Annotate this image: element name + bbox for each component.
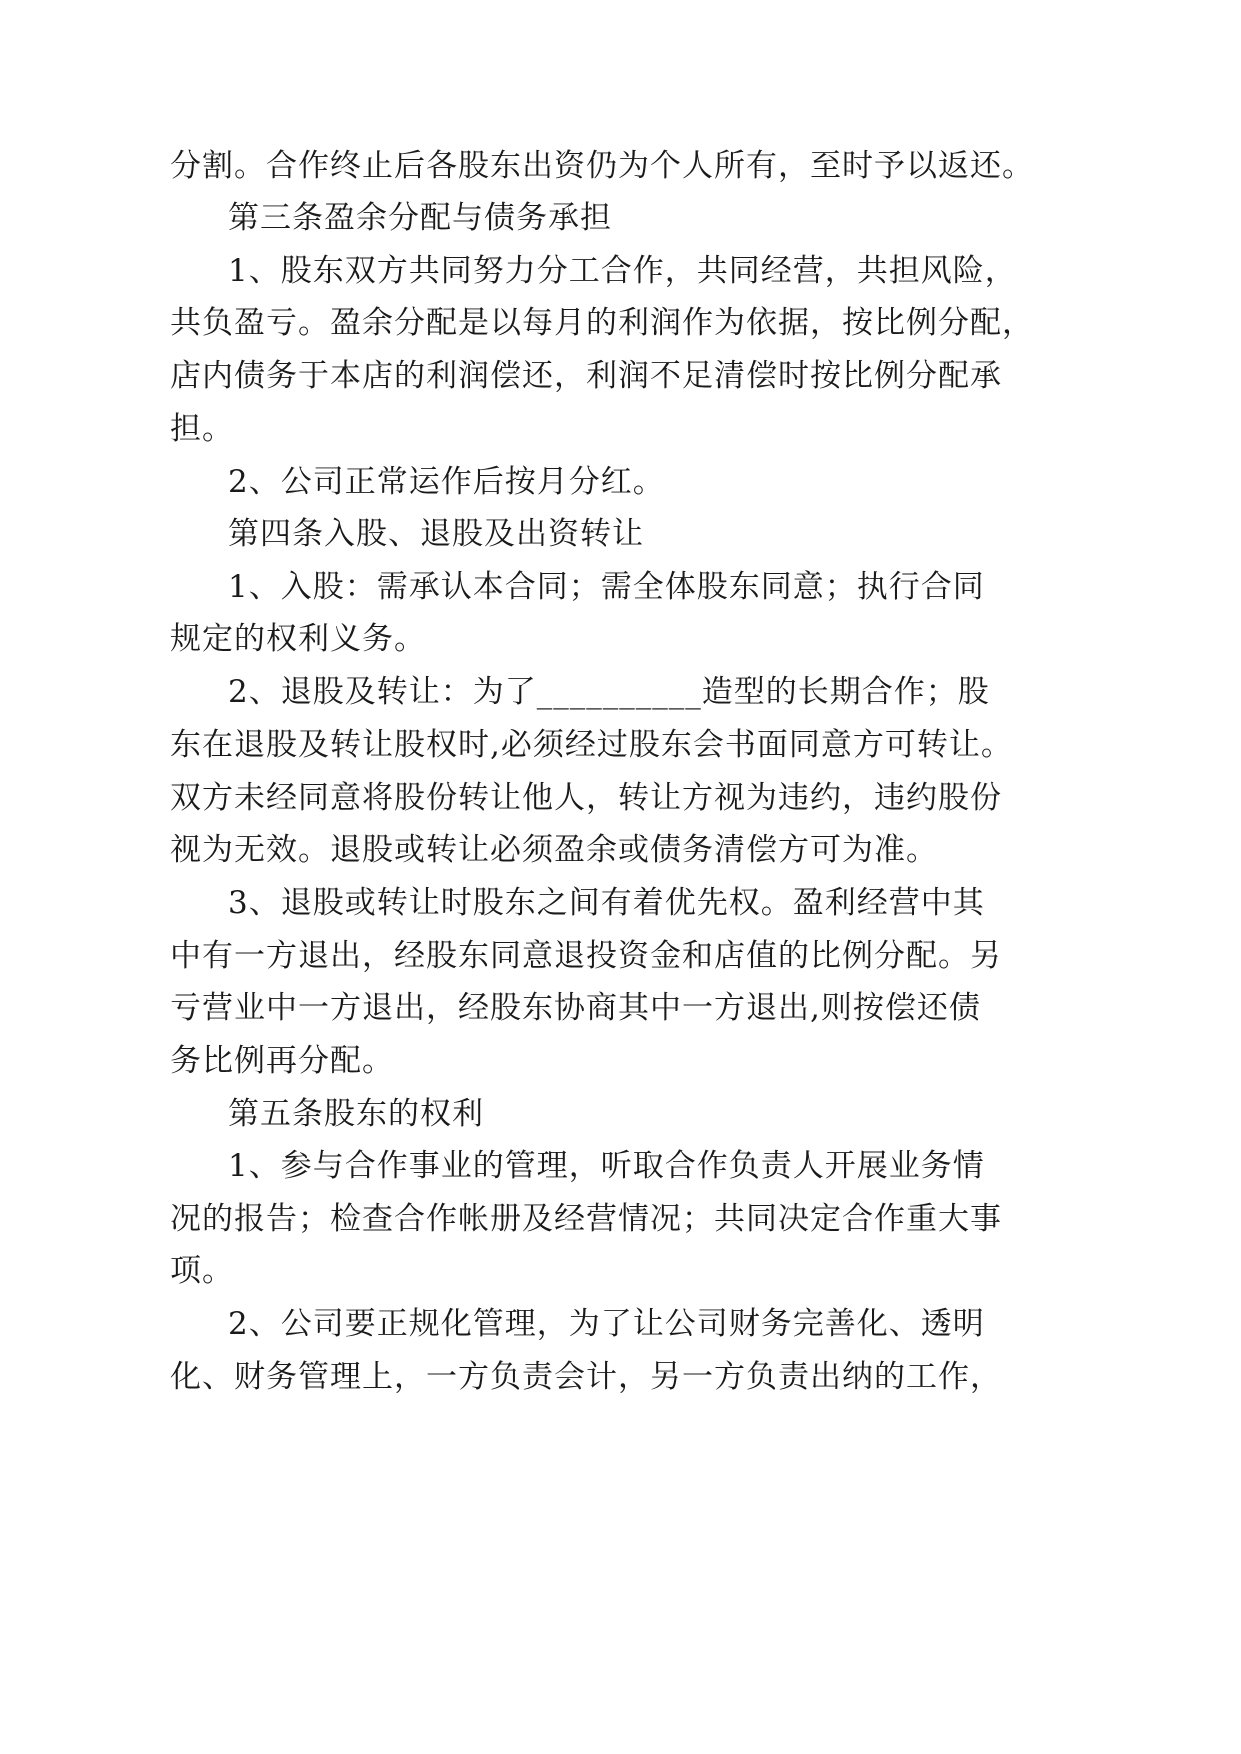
paragraph-line: 规定的权利义务。 [170, 621, 426, 657]
paragraph-line: 2、公司正常运作后按月分红。 [228, 464, 665, 500]
paragraph-line: 分割。合作终止后各股东出资仍为个人所有，至时予以返还。 [170, 148, 1034, 184]
paragraph-line: 3、退股或转让时股东之间有着优先权。盈利经营中其 [228, 885, 985, 921]
section-heading-5: 第五条股东的权利 [228, 1096, 484, 1132]
paragraph-line: 项。 [170, 1253, 234, 1289]
paragraph-line: 视为无效。退股或转让必须盈余或债务清偿方可为准。 [170, 832, 938, 868]
paragraph-line: 况的报告；检查合作帐册及经营情况；共同决定合作重大事 [170, 1201, 1002, 1237]
paragraph-line: 中有一方退出，经股东同意退投资金和店值的比例分配。另 [170, 938, 1002, 974]
paragraph-line: 共负盈亏。盈余分配是以每月的利润作为依据，按比例分配， [170, 305, 1034, 341]
paragraph-line: 店内债务于本店的利润偿还，利润不足清偿时按比例分配承 [170, 358, 1002, 394]
paragraph-line: 化、财务管理上，一方负责会计，另一方负责出纳的工作， [170, 1359, 1002, 1395]
paragraph-line: 1、股东双方共同努力分工合作，共同经营，共担风险， [228, 253, 1017, 289]
section-heading-4: 第四条入股、退股及出资转让 [228, 516, 644, 552]
paragraph-line: 担。 [170, 411, 234, 447]
paragraph-line: 双方未经同意将股份转让他人，转让方视为违约，违约股份 [170, 780, 1002, 816]
section-heading-3: 第三条盈余分配与债务承担 [228, 200, 612, 236]
paragraph-line: 1、参与合作事业的管理，听取合作负责人开展业务情 [228, 1148, 985, 1184]
paragraph-line: 东在退股及转让股权时,必须经过股东会书面同意方可转让。 [170, 727, 1013, 763]
paragraph-line: 务比例再分配。 [170, 1043, 394, 1079]
paragraph-line: 2、退股及转让：为了__________造型的长期合作；股 [228, 674, 990, 710]
paragraph-line: 1、入股：需承认本合同；需全体股东同意；执行合同 [228, 569, 985, 605]
paragraph-line: 亏营业中一方退出，经股东协商其中一方退出,则按偿还债 [170, 990, 981, 1026]
paragraph-line: 2、公司要正规化管理，为了让公司财务完善化、透明 [228, 1306, 985, 1342]
